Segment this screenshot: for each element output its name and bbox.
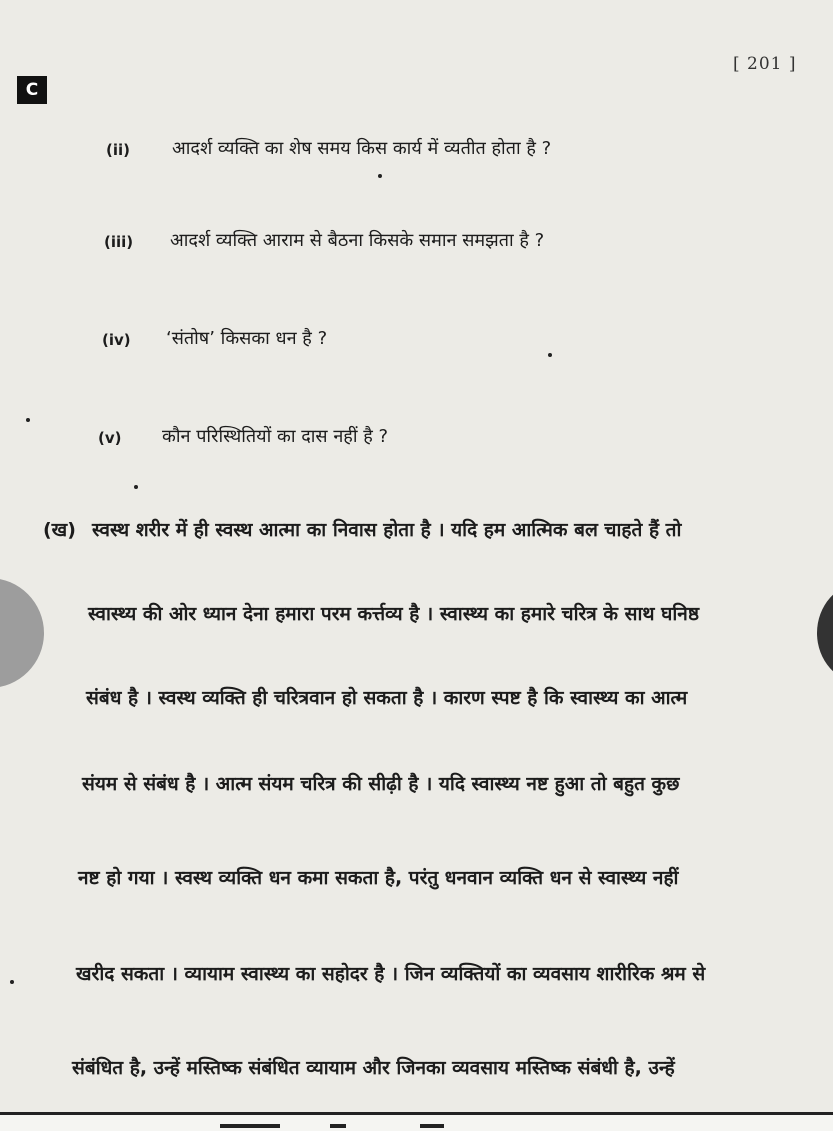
passage-line: संयम से संबंध है । आत्म संयम चरित्र की सीढ़ी है । यदि स्वास्थ्य नष्ट हुआ तो बहुत कुछ bbox=[82, 773, 680, 795]
corner-badge: C bbox=[17, 76, 47, 104]
question-number: (v) bbox=[98, 429, 122, 447]
speck bbox=[26, 418, 30, 422]
page-edge-shadow-right bbox=[817, 583, 833, 683]
bottom-mark bbox=[220, 1124, 280, 1128]
question-number: (iii) bbox=[104, 233, 134, 251]
speck bbox=[548, 353, 552, 357]
passage-line: संबंध है । स्वस्थ व्यक्ति ही चरित्रवान हो सकता है । कारण स्पष्ट है कि स्वास्थ्य का आत्म bbox=[86, 687, 688, 709]
question-text: कौन परिस्थितियों का दास नहीं है ? bbox=[162, 426, 389, 447]
passage-line: संबंधित है, उन्हें मस्तिष्क संबंधित व्यायाम और जिनका व्यवसाय मस्तिष्क संबंधी है, उन्हें bbox=[72, 1057, 675, 1079]
page-number: [ 201 ] bbox=[733, 54, 797, 74]
bottom-mark bbox=[420, 1124, 444, 1128]
question-number: (iv) bbox=[102, 331, 131, 349]
page-edge-shadow-left bbox=[0, 578, 44, 688]
passage-line: स्वस्थ शरीर में ही स्वस्थ आत्मा का निवास होता है । यदि हम आत्मिक बल चाहते हैं तो bbox=[92, 519, 682, 541]
bottom-strip bbox=[0, 1115, 833, 1131]
passage-line: स्वास्थ्य की ओर ध्यान देना हमारा परम कर्त्तव्य है । स्वास्थ्य का हमारे चरित्र के साथ घनिष्ठ bbox=[88, 603, 700, 625]
question-text: ‘संतोष’ किसका धन है ? bbox=[166, 328, 328, 349]
passage-label: (ख) bbox=[43, 519, 76, 541]
bottom-mark bbox=[330, 1124, 346, 1128]
question-text: आदर्श व्यक्ति का शेष समय किस कार्य में व्यतीत होता है ? bbox=[172, 138, 552, 159]
speck bbox=[378, 174, 382, 178]
question-text: आदर्श व्यक्ति आराम से बैठना किसके समान समझता है ? bbox=[170, 230, 545, 251]
passage-line: खरीद सकता । व्यायाम स्वास्थ्य का सहोदर है । जिन व्यक्तियों का व्यवसाय शारीरिक श्रम से bbox=[76, 963, 706, 985]
speck bbox=[10, 980, 14, 984]
question-number: (ii) bbox=[106, 141, 130, 159]
speck bbox=[134, 485, 138, 489]
passage-line: नष्ट हो गया । स्वस्थ व्यक्ति धन कमा सकता है, परंतु धनवान व्यक्ति धन से स्वास्थ्य नहीं bbox=[78, 867, 679, 889]
